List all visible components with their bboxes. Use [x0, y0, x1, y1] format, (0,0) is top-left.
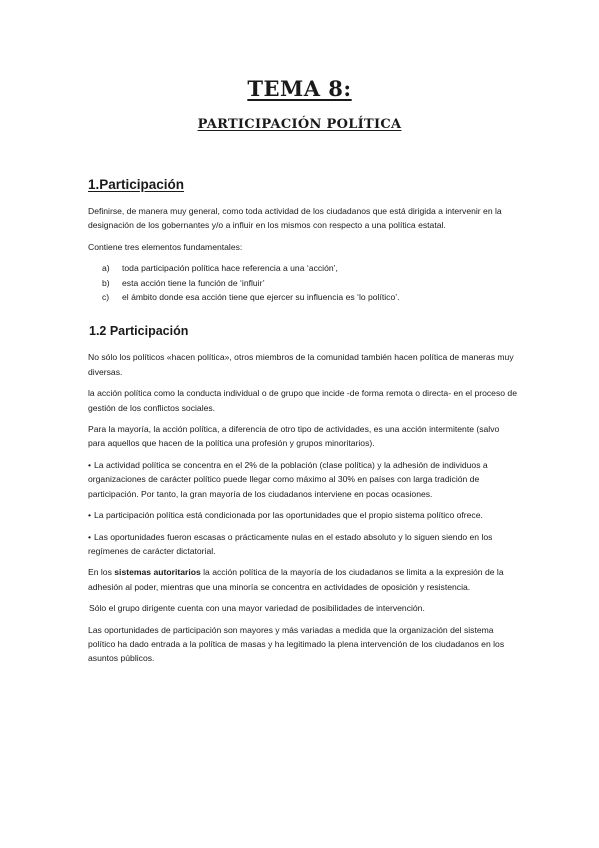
bullet-icon: • — [88, 459, 92, 470]
elements-list — [102, 261, 518, 304]
paragraph-elements-intro: Contiene tres elementos fundamentales: — [88, 241, 243, 252]
list-item-text: el ámbito donde esa acción tiene que ejercer su influencia es ‘lo político’. — [122, 292, 400, 303]
list-marker: a) — [102, 263, 110, 274]
page-subtitle: PARTICIPACIÓN POLÍTICA — [197, 117, 402, 132]
section-heading-participacion-2: 1.2 Participación — [89, 324, 189, 339]
list-item-text: toda participación política hace referencia a una ‘acción’, — [122, 263, 338, 274]
paragraph-politicos: No sólo los políticos «hacen política», otros miembros de la comunidad también hacen política de maneras muy diversas. — [88, 352, 514, 377]
paragraph-sistemas-autoritarios: En los sistemas autoritarios la acción política de la mayoría de los ciudadanos se limita a la expresión de la adhesión al poder, mientras que una minoría se concentra en actividades de oposición y resistencia. — [88, 567, 504, 592]
bullet-icon: • — [88, 510, 92, 521]
document-body — [88, 176, 518, 673]
list-item — [102, 261, 518, 275]
list-item — [102, 290, 518, 304]
bullet-paragraph: • La actividad política se concentra en el 2% de la población (clase política) y la adhesión de individuos a organizaciones de carácter político puede llegar como máximo al 30% en países con larga tradición de participación. Por tanto, la gran mayoría de los ciudadanos interviene en pocas ocasiones. — [88, 459, 488, 499]
bold-term: sistemas autoritarios — [114, 567, 201, 578]
bullet-paragraph: • Las oportunidades fueron escasas o prácticamente nulas en el estado absoluto y lo siguen siendo en los regímenes de carácter dictatorial. — [88, 531, 493, 556]
paragraph-definition: Definirse, de manera muy general, como toda actividad de los ciudadanos que está dirigida a intervenir en la designación de los gobernantes y/o a influir en los mismos con respecto a una política estatal. — [88, 206, 502, 231]
list-item-text: esta acción tiene la función de ‘influir’ — [122, 277, 265, 288]
paragraph-mayoria: Para la mayoría, la acción política, a diferencia de otro tipo de actividades, es una acción intermitente (salvo para aquellos que hacen de la política una profesión y grupos minoritarios). — [88, 424, 500, 449]
bullet-paragraph: • La participación política está condicionada por las oportunidades que el propio sistema político ofrece. — [88, 510, 483, 521]
bullet-icon: • — [88, 531, 92, 542]
paragraph-grupo-dirigente: Sólo el grupo dirigente cuenta con una mayor variedad de posibilidades de intervención. — [89, 603, 425, 614]
section-heading-participacion: 1.Participación — [88, 177, 185, 192]
paragraph-accion-politica: la acción política como la conducta individual o de grupo que incide -de forma remota o directa- en el proceso de gestión de los conflictos sociales. — [88, 388, 517, 413]
list-item — [102, 276, 518, 290]
list-marker: b) — [102, 277, 110, 288]
paragraph-oportunidades: Las oportunidades de participación son mayores y más variadas a medida que la organización del sistema político ha dado entrada a la política de masas y ha legitimado la plena intervención de los ciudadanos en los asuntos públicos. — [88, 624, 505, 664]
page-title: TEMA 8: — [247, 76, 352, 101]
list-marker: c) — [102, 292, 110, 303]
